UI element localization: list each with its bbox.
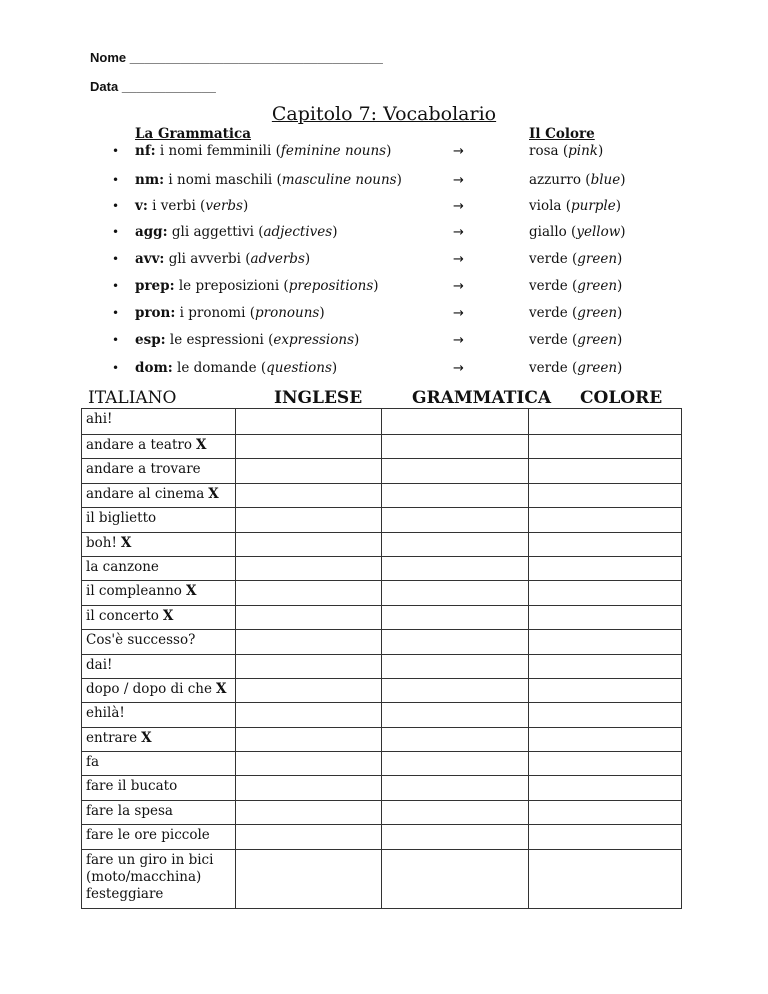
english-cell[interactable] [236,508,382,532]
color-cell[interactable] [529,556,682,580]
color-cell[interactable] [529,727,682,751]
italian-term: la canzone [82,556,236,580]
bullet-icon: • [112,173,120,187]
table-row [82,508,682,532]
legend-row [0,251,768,271]
italian-term: il biglietto [82,508,236,532]
table-row [82,654,682,678]
grammar-heading: La Grammatica [135,126,251,142]
grammar-cell[interactable] [382,703,529,727]
legend-row [0,172,768,192]
legend-term: pron: i pronomi (pronouns) [135,305,325,321]
col-header-colore: COLORE [580,388,663,408]
legend-row [0,224,768,244]
color-cell[interactable] [529,435,682,459]
x-mark: X [141,729,152,746]
english-cell[interactable] [236,800,382,824]
color-cell[interactable] [529,532,682,556]
grammar-legend [0,0,768,390]
bullet-icon: • [112,333,120,347]
legend-row [0,305,768,325]
legend-color: verde (green) [529,332,623,348]
table-row [82,459,682,483]
legend-color: verde (green) [529,251,623,267]
col-header-grammatica: GRAMMATICA [412,388,552,408]
italian-term: fare un giro in bici (moto/macchina) festeggiare [82,849,236,908]
english-cell[interactable] [236,654,382,678]
grammar-cell[interactable] [382,678,529,702]
x-mark: X [185,583,197,600]
color-cell[interactable] [529,752,682,776]
italian-term: fare la spesa [82,800,236,824]
italian-term: andare a trovare [82,459,236,483]
table-row [82,556,682,580]
italian-term: fa [82,752,236,776]
arrow-right-icon: → [453,144,464,159]
legend-term: nm: i nomi maschili (masculine nouns) [135,172,402,188]
english-cell[interactable] [236,678,382,702]
english-cell[interactable] [236,605,382,629]
italian-term: dai! [82,654,236,678]
color-cell[interactable] [529,825,682,849]
english-cell[interactable] [236,630,382,654]
english-cell[interactable] [236,849,382,908]
x-mark: X [208,485,219,502]
italian-term: andare al cinema X [82,483,236,507]
english-cell[interactable] [236,483,382,507]
table-row [82,800,682,824]
legend-color: verde (green) [529,305,623,321]
table-row [82,409,682,435]
english-cell[interactable] [236,556,382,580]
table-row [82,581,682,605]
english-cell[interactable] [236,825,382,849]
color-heading: Il Colore [529,126,595,142]
color-cell[interactable] [529,678,682,702]
table-row [82,435,682,459]
english-cell[interactable] [236,703,382,727]
x-mark: X [216,680,227,697]
arrow-right-icon: → [453,173,464,188]
col-header-italiano: ITALIANO [88,388,177,408]
italian-term: dopo / dopo di che X [82,678,236,702]
bullet-icon: • [112,361,120,375]
color-cell[interactable] [529,703,682,727]
english-cell[interactable] [236,776,382,800]
italian-term: fare il bucato [82,776,236,800]
grammar-cell[interactable] [382,654,529,678]
italian-term: il concerto X [82,605,236,629]
legend-term: nf: i nomi femminili (feminine nouns) [135,143,392,159]
grammar-cell[interactable] [382,556,529,580]
arrow-right-icon: → [453,361,464,376]
x-mark: X [195,437,207,453]
legend-term: dom: le domande (questions) [135,360,338,376]
grammar-cell[interactable] [382,630,529,654]
table-row [82,483,682,507]
grammar-cell[interactable] [382,825,529,849]
english-cell[interactable] [236,532,382,556]
color-cell[interactable] [529,776,682,800]
grammar-cell[interactable] [382,849,529,908]
grammar-cell[interactable] [382,800,529,824]
arrow-right-icon: → [453,279,464,294]
legend-term: v: i verbi (verbs) [135,198,249,214]
italian-term: il compleanno X [82,581,236,605]
legend-row [0,143,768,163]
legend-color: giallo (yellow) [529,224,626,240]
english-cell[interactable] [236,752,382,776]
bullet-icon: • [112,279,120,293]
english-cell[interactable] [236,459,382,483]
bullet-icon: • [112,306,120,320]
bullet-icon: • [112,199,120,213]
legend-color: verde (green) [529,360,623,376]
table-row [82,849,682,908]
arrow-right-icon: → [453,306,464,321]
table-row [82,776,682,800]
x-mark: X [162,607,174,624]
legend-term: esp: le espressioni (expressions) [135,332,360,348]
grammar-cell[interactable] [382,776,529,800]
italian-term: boh! X [82,532,236,556]
table-row [82,678,682,702]
arrow-right-icon: → [453,199,464,214]
grammar-cell[interactable] [382,435,529,459]
legend-term: agg: gli aggettivi (adjectives) [135,224,338,240]
page-title: Capitolo 7: Vocabolario [271,103,497,125]
table-row [82,605,682,629]
arrow-right-icon: → [453,225,464,240]
legend-row [0,332,768,352]
date-line: _____________ [121,79,216,94]
grammar-cell[interactable] [382,459,529,483]
grammar-cell[interactable] [382,508,529,532]
legend-row [0,198,768,218]
english-cell[interactable] [236,581,382,605]
name-label: Nome [90,50,127,65]
arrow-right-icon: → [453,252,464,267]
table-row [82,752,682,776]
color-cell[interactable] [529,630,682,654]
name-line: ___________________________________ [129,50,383,65]
color-cell[interactable] [529,605,682,629]
grammar-cell[interactable] [382,581,529,605]
color-cell[interactable] [529,800,682,824]
table-row [82,630,682,654]
grammar-cell[interactable] [382,727,529,751]
color-cell[interactable] [529,508,682,532]
arrow-right-icon: → [453,333,464,348]
italian-term: fare le ore piccole [82,825,236,849]
table-row [82,703,682,727]
english-cell[interactable] [236,727,382,751]
date-label: Data [90,79,119,94]
english-cell[interactable] [236,409,382,435]
legend-term: prep: le preposizioni (prepositions) [135,278,379,294]
italian-term: ehilà! [82,703,236,727]
grammar-cell[interactable] [382,605,529,629]
italian-term: andare a teatro X [82,435,236,459]
color-cell[interactable] [529,459,682,483]
color-cell[interactable] [529,849,682,908]
italian-term: Cos'è successo? [82,630,236,654]
grammar-cell[interactable] [382,752,529,776]
italian-term: ahi! [82,409,236,435]
bullet-icon: • [112,225,120,239]
italian-term: entrare X [82,727,236,751]
legend-color: rosa (pink) [529,143,604,159]
legend-term: avv: gli avverbi (adverbs) [135,251,311,267]
bullet-icon: • [112,252,120,266]
grammar-cell[interactable] [382,409,529,435]
table-row [82,825,682,849]
english-cell[interactable] [236,435,382,459]
grammar-cell[interactable] [382,483,529,507]
color-cell[interactable] [529,581,682,605]
color-cell[interactable] [529,654,682,678]
color-cell[interactable] [529,409,682,435]
grammar-cell[interactable] [382,532,529,556]
bullet-icon: • [112,144,120,158]
legend-row [0,360,768,380]
vocab-table [81,408,682,909]
table-row [82,532,682,556]
table-row [82,727,682,751]
legend-color: azzurro (blue) [529,172,626,188]
color-cell[interactable] [529,483,682,507]
col-header-inglese: INGLESE [274,388,363,408]
legend-row [0,278,768,298]
x-mark: X [120,534,132,551]
legend-color: verde (green) [529,278,623,294]
legend-color: viola (purple) [529,198,622,214]
